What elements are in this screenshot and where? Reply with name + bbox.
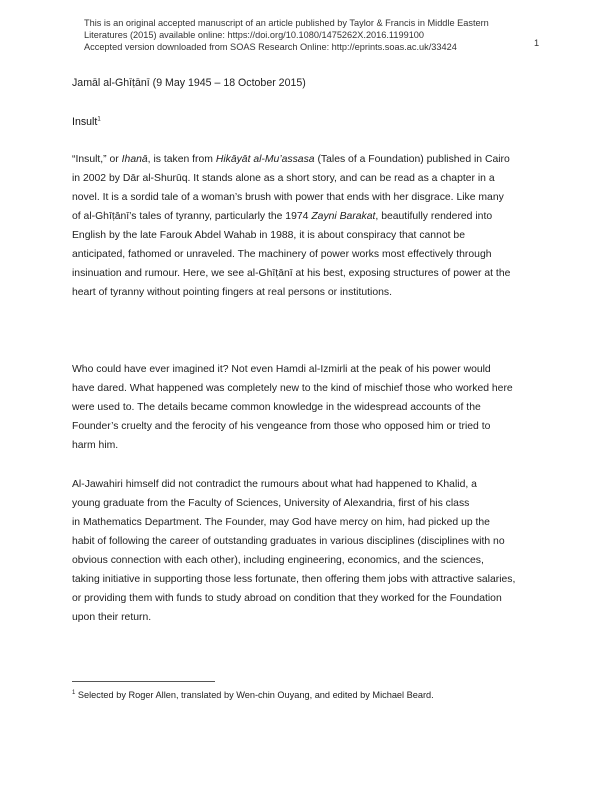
text-line: were used to. The details became common knowledge in the widespread accounts of the bbox=[72, 402, 481, 413]
text-line: Who could have ever imagined it? Not even Hamdi al-Izmirli at the peak of his power would bbox=[72, 364, 491, 375]
italic-title: Ihanā bbox=[121, 154, 148, 165]
text-run: “Insult,” or bbox=[72, 154, 122, 165]
title-text: Insult bbox=[72, 116, 98, 128]
text-line: have dared. What happened was completely new to the kind of mischief those who worked here bbox=[72, 383, 513, 394]
text-line: novel. It is a sordid tale of a woman’s brush with power that ends with her disgrace. Like many bbox=[72, 192, 504, 203]
text-line: upon their return. bbox=[72, 612, 152, 623]
text-line: anticipated, fathomed or unraveled. The machinery of power works most effectively through bbox=[72, 249, 492, 260]
notice-line: Literatures (2015) available online: https://doi.org/10.1080/1475262X.2016.1199100 bbox=[84, 30, 425, 40]
text-line bbox=[72, 207, 550, 226]
italic-title: Hikāyāt al-Mu’assasa bbox=[215, 154, 315, 165]
text-line: in Mathematics Department. The Founder, may God have mercy on him, had picked up the bbox=[72, 517, 490, 528]
text-line: insinuation and rumour. Here, we see al-Ghīṭānī at his best, exposing structures of power at the bbox=[72, 268, 511, 279]
intro-paragraph bbox=[72, 150, 550, 302]
story-title bbox=[72, 116, 101, 128]
text-line: taking initiative in supporting those less fortunate, then offering them jobs with attractive salaries, bbox=[72, 574, 516, 585]
text-line: heart of tyranny without pointing fingers at real persons or institutions. bbox=[72, 287, 392, 298]
publication-notice bbox=[84, 17, 504, 53]
italic-title: Zayni Barakat bbox=[311, 211, 376, 222]
notice-line: Accepted version downloaded from SOAS Research Online: http://eprints.soas.ac.uk/33424 bbox=[84, 42, 457, 52]
text-run: (Tales of a Foundation) published in Cairo bbox=[314, 154, 510, 165]
text-line: harm him. bbox=[72, 440, 119, 451]
text-run: , is taken from bbox=[147, 154, 216, 165]
footnote-marker: 1 bbox=[72, 689, 76, 696]
footnote-divider bbox=[72, 681, 215, 682]
story-paragraph bbox=[72, 475, 550, 627]
text-line: English by the late Farouk Abdel Wahab in 1988, it is about conspiracy that cannot be bbox=[72, 230, 465, 241]
text-run: of al-Ghīṭānī’s tales of tyranny, particularly the 1974 bbox=[72, 211, 312, 222]
notice-line: This is an original accepted manuscript of an article published by Taylor & Francis in Middle Eastern bbox=[84, 18, 489, 28]
author-line: Jamāl al-Ghīṭānī (9 May 1945 – 18 October 2015) bbox=[72, 77, 306, 89]
text-line: Al-Jawahiri himself did not contradict the rumours about what had happened to Khalid, a bbox=[72, 479, 477, 490]
text-line: in 2002 by Dār al-Shurūq. It stands alone as a short story, and can be read as a chapter in a bbox=[72, 173, 495, 184]
text-line: Founder’s cruelty and the ferocity of his vengeance from those who opposed him or tried to bbox=[72, 421, 491, 432]
footnote bbox=[72, 690, 434, 700]
text-line: young graduate from the Faculty of Sciences, University of Alexandria, first of his class bbox=[72, 498, 470, 509]
story-paragraph bbox=[72, 360, 550, 455]
footnote-reference[interactable]: 1 bbox=[97, 116, 101, 123]
text-run: , beautifully rendered into bbox=[375, 211, 493, 222]
text-line: obvious connection with each other), including engineering, economics, and the sciences, bbox=[72, 555, 484, 566]
text-line: habit of following the career of outstanding graduates in various disciplines (disciplines with no bbox=[72, 536, 505, 547]
footnote-text: Selected by Roger Allen, translated by Wen-chin Ouyang, and edited by Michael Beard. bbox=[75, 690, 434, 700]
page-number: 1 bbox=[534, 38, 540, 48]
text-line bbox=[72, 150, 550, 169]
text-line: or providing them with funds to study abroad on condition that they worked for the Foundation bbox=[72, 593, 502, 604]
